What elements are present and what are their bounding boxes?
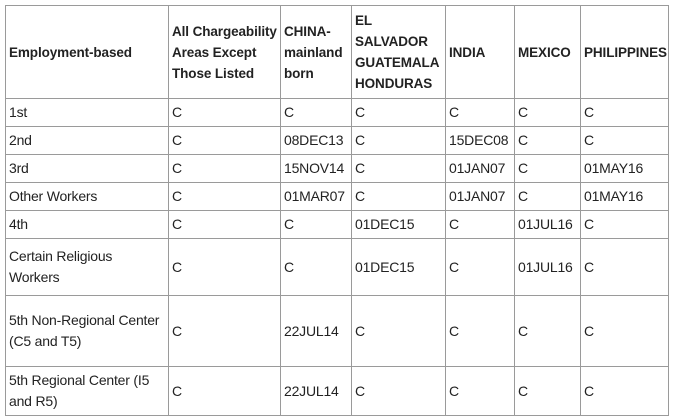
table-cell: C (581, 99, 669, 127)
row-category: 5th Regional Center (I5 and R5) (6, 367, 169, 416)
table-cell: 15DEC08 (446, 127, 515, 155)
table-cell: C (169, 296, 281, 367)
table-cell: 01DEC15 (352, 239, 446, 296)
table-cell: C (446, 296, 515, 367)
column-header-el-salvador-guatemala-honduras: EL SALVADOR GUATEMALA HONDURAS (352, 6, 446, 99)
table-cell: C (515, 296, 581, 367)
header-row (6, 6, 669, 99)
table-cell: 01JAN07 (446, 155, 515, 183)
table-cell: C (515, 155, 581, 183)
table-cell: 01JUL16 (515, 211, 581, 239)
column-header-china: CHINA-mainland born (281, 6, 352, 99)
table-cell: C (446, 99, 515, 127)
table-cell: C (352, 155, 446, 183)
column-header-india: INDIA (446, 6, 515, 99)
table-row (6, 99, 669, 127)
table-cell: 01DEC15 (352, 211, 446, 239)
table-cell: 22JUL14 (281, 296, 352, 367)
table-row (6, 296, 669, 367)
table-row (6, 367, 669, 416)
table-cell: 01MAY16 (581, 155, 669, 183)
table-row (6, 239, 669, 296)
table-cell: C (581, 239, 669, 296)
row-category: Certain Religious Workers (6, 239, 169, 296)
table-cell: C (352, 99, 446, 127)
table-cell: C (515, 183, 581, 211)
table-cell: 01MAY16 (581, 183, 669, 211)
column-header-philippines: PHILIPPINES (581, 6, 669, 99)
row-category: 4th (6, 211, 169, 239)
table-cell: C (169, 99, 281, 127)
table-row (6, 211, 669, 239)
column-header-all-chargeability: All Chargeability Areas Except Those Listed (169, 6, 281, 99)
table-cell: C (446, 211, 515, 239)
table-cell: 22JUL14 (281, 367, 352, 416)
table-cell: C (169, 155, 281, 183)
table-cell: C (581, 367, 669, 416)
visa-bulletin-table (5, 5, 669, 416)
row-category: 3rd (6, 155, 169, 183)
row-category: Other Workers (6, 183, 169, 211)
table-cell: C (169, 239, 281, 296)
column-header-mexico: MEXICO (515, 6, 581, 99)
table-cell: C (169, 183, 281, 211)
row-category: 5th Non-Regional Center (C5 and T5) (6, 296, 169, 367)
table-cell: C (281, 239, 352, 296)
table-cell: C (352, 296, 446, 367)
table-cell: C (515, 99, 581, 127)
table-cell: 15NOV14 (281, 155, 352, 183)
table-cell: C (446, 367, 515, 416)
table-cell: C (581, 211, 669, 239)
table-cell: C (446, 239, 515, 296)
table-cell: 01MAR07 (281, 183, 352, 211)
table-cell: C (352, 127, 446, 155)
table-cell: C (515, 367, 581, 416)
table-cell: C (581, 296, 669, 367)
table-cell: 08DEC13 (281, 127, 352, 155)
table-row (6, 183, 669, 211)
table-cell: C (352, 367, 446, 416)
row-category: 1st (6, 99, 169, 127)
row-category: 2nd (6, 127, 169, 155)
table-row (6, 155, 669, 183)
table-cell: C (169, 127, 281, 155)
table-cell: C (581, 127, 669, 155)
table-cell: C (169, 367, 281, 416)
table-cell: C (281, 99, 352, 127)
table-row (6, 127, 669, 155)
table-cell: C (352, 183, 446, 211)
table-cell: C (281, 211, 352, 239)
column-header-employment-based: Employment-based (6, 6, 169, 99)
table-cell: 01JUL16 (515, 239, 581, 296)
table-cell: C (169, 211, 281, 239)
table-cell: C (515, 127, 581, 155)
table-cell: 01JAN07 (446, 183, 515, 211)
